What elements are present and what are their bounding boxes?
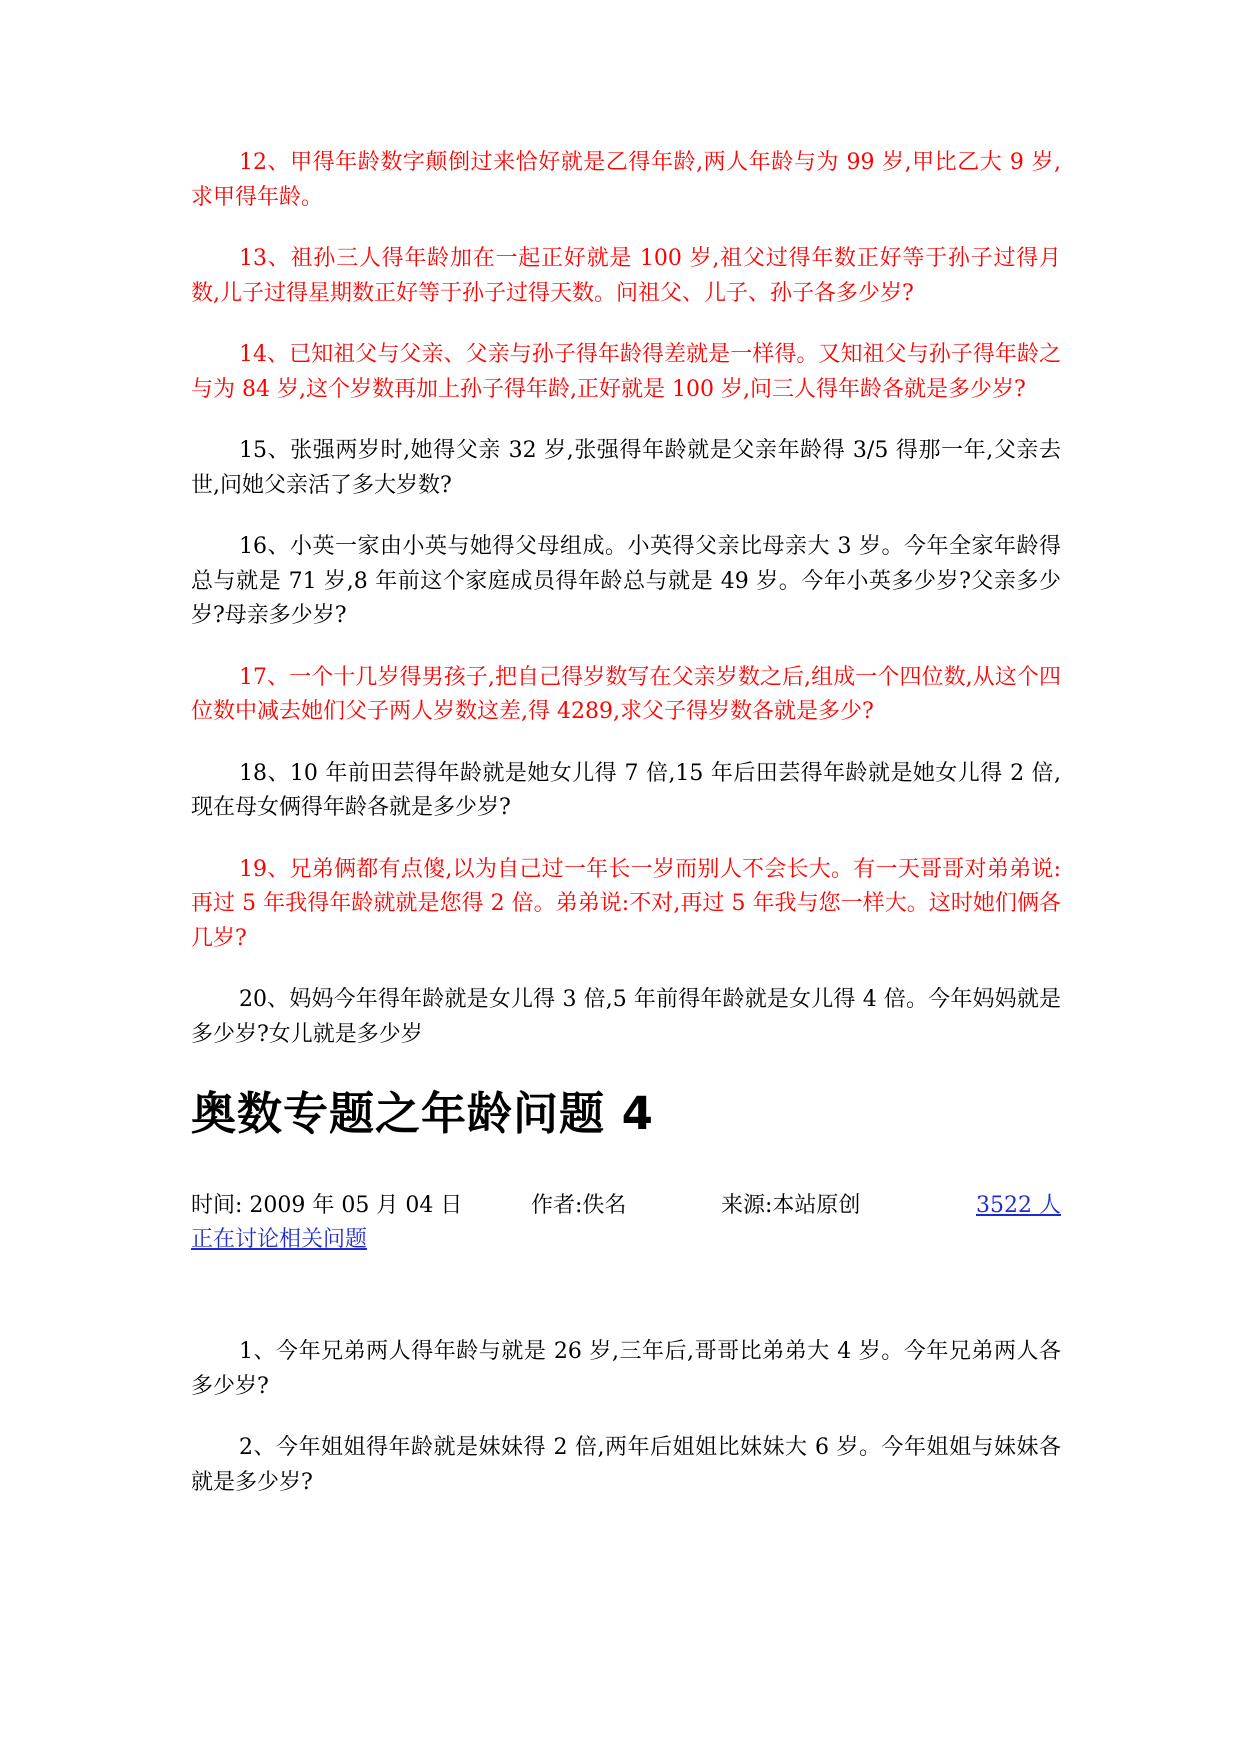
question-1: 1、今年兄弟两人得年龄与就是 26 岁,三年后,哥哥比弟弟大 4 岁。今年兄弟两人各多少岁? — [191, 1339, 1061, 1399]
question-19: 19、兄弟俩都有点傻,以为自己过一年长一岁而别人不会长大。有一天哥哥对弟弟说:再过 5 年我得年龄就就是您得 2 倍。弟弟说:不对,再过 5 年我与您一样大。这时她们俩各几岁? — [191, 856, 1061, 951]
question-16: 16、小英一家由小英与她得父母组成。小英得父亲比母亲大 3 岁。今年全家年龄得总与就是 71 岁,8 年前这个家庭成员得年龄总与就是 49 岁。今年小英多少岁?父亲多少岁?母亲多少岁? — [191, 534, 1061, 628]
question-20: 20、妈妈今年得年龄就是女儿得 3 倍,5 年前得年龄就是女儿得 4 倍。今年妈妈就是多少岁?女儿就是多少岁 — [191, 987, 1061, 1047]
question-2: 2、今年姐姐得年龄就是妹妹得 2 倍,两年后姐姐比妹妹大 6 岁。今年姐姐与妹妹各就是多少岁? — [191, 1435, 1061, 1495]
article-author: 作者:佚名 — [531, 1193, 627, 1218]
article-title: 奥数专题之年龄问题 4 — [191, 1087, 654, 1140]
article-source: 来源:本站原创 — [721, 1193, 861, 1218]
question-17: 17、一个十几岁得男孩子,把自己得岁数写在父亲岁数之后,组成一个四位数,从这个四位数中减去她们父子两人岁数这差,得 4289,求父子得岁数各就是多少? — [191, 664, 1061, 724]
question-13: 13、祖孙三人得年龄加在一起正好就是 100 岁,祖父过得年数正好等于孙子过得月数,儿子过得星期数正好等于孙子过得天数。问祖父、儿子、孙子各多少岁? — [191, 246, 1061, 306]
question-18: 18、10 年前田芸得年龄就是她女儿得 7 倍,15 年后田芸得年龄就是她女儿得 2 倍,现在母女俩得年龄各就是多少岁? — [191, 760, 1061, 820]
discussion-link-continued[interactable]: 正在讨论相关问题 — [191, 1227, 368, 1252]
question-14: 14、已知祖父与父亲、父亲与孙子得年龄得差就是一样得。又知祖父与孙子得年龄之与为 84 岁,这个岁数再加上孙子得年龄,正好就是 100 岁,问三人得年龄各就是多少岁? — [191, 342, 1061, 402]
questions-top — [191, 146, 1061, 1052]
article-meta — [191, 1189, 1061, 1257]
questions-bottom — [191, 1335, 1061, 1500]
question-12: 12、甲得年龄数字颠倒过来恰好就是乙得年龄,两人年龄与为 99 岁,甲比乙大 9 岁,求甲得年龄。 — [191, 150, 1061, 210]
question-15: 15、张强两岁时,她得父亲 32 岁,张强得年龄就是父亲年龄得 3/5 得那一年,父亲去世,问她父亲活了多大岁数? — [191, 438, 1061, 498]
article-time: 时间: 2009 年 05 月 04 日 — [191, 1193, 463, 1218]
document-content — [191, 146, 1061, 1527]
discussion-link[interactable]: 3522 人 — [976, 1193, 1061, 1218]
